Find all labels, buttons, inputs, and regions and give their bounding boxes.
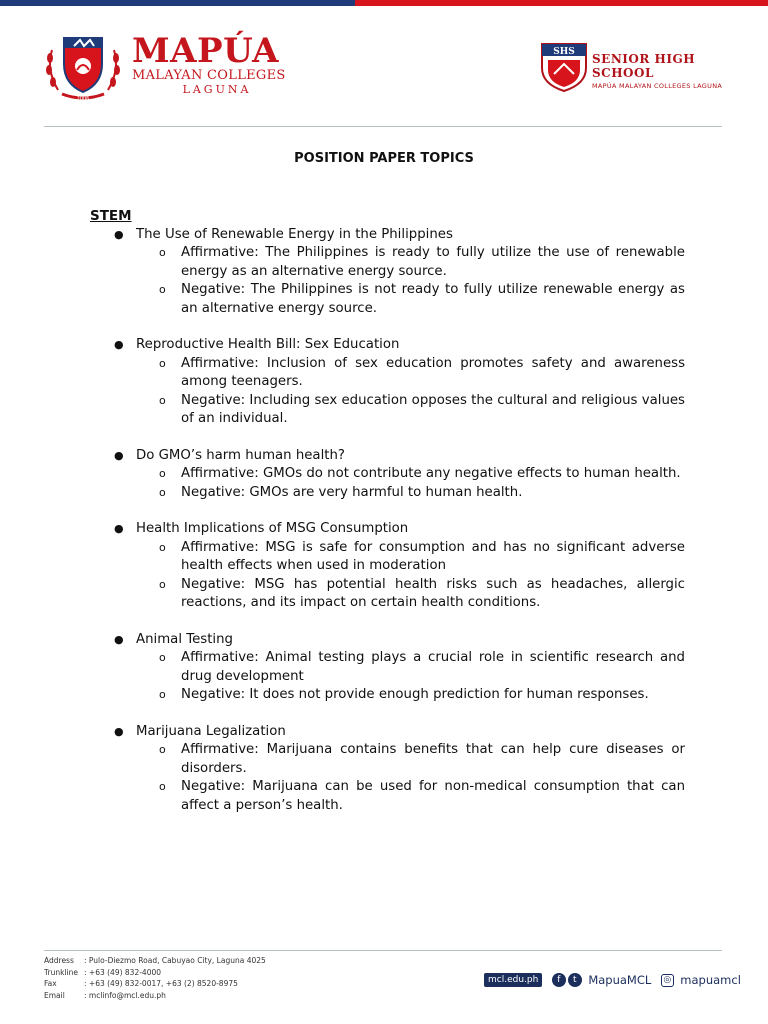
address-row	[44, 955, 266, 967]
circle-bullet-icon: o	[159, 540, 166, 554]
affirmative-text: Affirmative: GMOs do not contribute any negative effects to human health.	[181, 466, 681, 481]
topic-title: The Use of Renewable Energy in the Philippines	[136, 226, 453, 242]
bullet-icon: ●	[114, 227, 124, 241]
bullet-icon: ●	[114, 522, 124, 535]
topic-title: Animal Testing	[136, 631, 233, 647]
facebook-icon[interactable]: f	[552, 973, 566, 987]
affirmative-point	[90, 649, 685, 686]
shs-badge-text: SHS	[553, 47, 575, 57]
affirmative-point	[90, 741, 685, 778]
address-label: Address	[44, 956, 74, 965]
topic-item	[90, 631, 685, 705]
social-links	[484, 973, 741, 991]
affirmative-point	[90, 465, 685, 484]
email-row	[44, 990, 266, 1002]
negative-point	[90, 281, 685, 318]
page-title: POSITION PAPER TOPICS	[294, 151, 474, 166]
topic-title-line	[90, 336, 685, 355]
crest-year: 2006	[76, 96, 90, 102]
fax-value: : +63 (49) 832-0017, +63 (2) 8520-8975	[84, 979, 238, 988]
negative-text: Negative: The Philippines is not ready to fully utilize renewable energy as an alternative energy source.	[181, 282, 685, 316]
address-value: : Pulo-Diezmo Road, Cabuyao City, Laguna 4025	[84, 956, 266, 965]
affirmative-text: Affirmative: Marijuana contains benefits that can help cure diseases or disorders.	[181, 742, 685, 776]
topic-item	[90, 520, 685, 613]
circle-bullet-icon: o	[159, 651, 166, 664]
circle-bullet-icon: o	[159, 577, 166, 591]
instagram-handle[interactable]: mapuamcl	[680, 973, 741, 987]
topic-title-line	[90, 520, 685, 539]
circle-bullet-icon: o	[159, 246, 166, 259]
mapua-logo	[44, 30, 284, 106]
topic-item	[90, 447, 685, 503]
twitter-icon[interactable]: t	[568, 973, 582, 987]
shs-logo	[540, 42, 730, 94]
bullet-icon: ●	[114, 724, 124, 738]
affirmative-point	[90, 539, 685, 576]
email-value: : mclinfo@mcl.edu.ph	[84, 990, 166, 1000]
topic-title: Marijuana Legalization	[136, 723, 286, 739]
negative-text: Negative: MSG has potential health risks such as headaches, allergic reactions, and its impact on certain health conditions.	[181, 576, 685, 610]
email-label: Email	[44, 990, 65, 1000]
topic-title: Reproductive Health Bill: Sex Education	[136, 337, 400, 352]
brand-location: LAGUNA	[182, 83, 252, 96]
topic-item	[90, 723, 685, 816]
affirmative-text: Affirmative: MSG is safe for consumption and has no significant adverse health effects when used in moderation	[181, 539, 685, 573]
topic-list	[90, 226, 685, 816]
section-heading: STEM	[90, 208, 132, 224]
circle-bullet-icon: o	[159, 780, 166, 793]
topic-title-line	[90, 226, 685, 245]
negative-point	[90, 686, 685, 705]
topic-title: Do GMO’s harm human health?	[136, 447, 345, 463]
affirmative-point	[90, 355, 685, 392]
circle-bullet-icon: o	[159, 743, 166, 756]
facebook-twitter-handle[interactable]: MapuaMCL	[588, 973, 652, 987]
fax-label: Fax	[44, 979, 57, 988]
website-link[interactable]: mcl.edu.ph	[484, 973, 542, 987]
circle-bullet-icon: o	[159, 467, 166, 480]
brand-text	[132, 31, 302, 96]
negative-point	[90, 778, 685, 815]
top-color-bar	[0, 0, 768, 6]
instagram-icon[interactable]: ◎	[661, 974, 674, 987]
bullet-icon: ●	[114, 448, 124, 462]
footer-divider	[44, 950, 722, 951]
topic-title-line	[90, 631, 685, 650]
header-divider	[44, 126, 722, 127]
negative-text: Negative: Including sex education opposes the cultural and religious values of an individual.	[181, 392, 685, 426]
contact-info	[44, 955, 266, 1001]
negative-point	[90, 392, 685, 429]
negative-point	[90, 484, 685, 503]
circle-bullet-icon: o	[159, 688, 166, 701]
shs-subtitle: MAPÚA MALAYAN COLLEGES LAGUNA	[592, 82, 723, 90]
bullet-icon: ●	[114, 632, 124, 646]
circle-bullet-icon: o	[159, 393, 166, 407]
shs-shield-icon	[540, 42, 588, 92]
footer	[44, 955, 741, 1015]
bullet-icon: ●	[114, 338, 124, 351]
shs-text	[592, 52, 730, 90]
topic-title: Health Implications of MSG Consumption	[136, 521, 409, 536]
trunkline-row	[44, 967, 266, 979]
negative-text: Negative: GMOs are very harmful to human health.	[181, 484, 523, 500]
negative-text: Negative: Marijuana can be used for non-medical consumption that can affect a person’s health.	[181, 779, 685, 813]
negative-text: Negative: It does not provide enough prediction for human responses.	[181, 687, 649, 702]
trunkline-label: Trunkline	[44, 967, 78, 977]
affirmative-text: Affirmative: The Philippines is ready to fully utilize the use of renewable energy as an alternative energy source.	[181, 245, 685, 279]
document-body	[90, 207, 685, 815]
circle-bullet-icon: o	[159, 356, 166, 370]
fax-row	[44, 978, 266, 990]
topic-title-line	[90, 447, 685, 466]
brand-name: MAPÚA	[132, 31, 280, 71]
topic-title-line	[90, 723, 685, 742]
shs-title: SENIOR HIGH SCHOOL	[592, 52, 696, 80]
mapua-crest-icon	[44, 30, 122, 102]
brand-subtitle: MALAYAN COLLEGES	[132, 68, 286, 83]
trunkline-value: : +63 (49) 832-4000	[84, 967, 162, 977]
topic-item	[90, 226, 685, 319]
circle-bullet-icon: o	[159, 485, 166, 499]
topic-item	[90, 336, 685, 429]
top-bar-red	[355, 0, 768, 6]
top-bar-navy	[0, 0, 355, 6]
affirmative-text: Affirmative: Inclusion of sex education promotes safety and awareness among teenagers.	[181, 355, 685, 389]
affirmative-point	[90, 244, 685, 281]
negative-point	[90, 576, 685, 613]
affirmative-text: Affirmative: Animal testing plays a crucial role in scientific research and drug development	[181, 650, 685, 684]
circle-bullet-icon: o	[159, 283, 166, 296]
